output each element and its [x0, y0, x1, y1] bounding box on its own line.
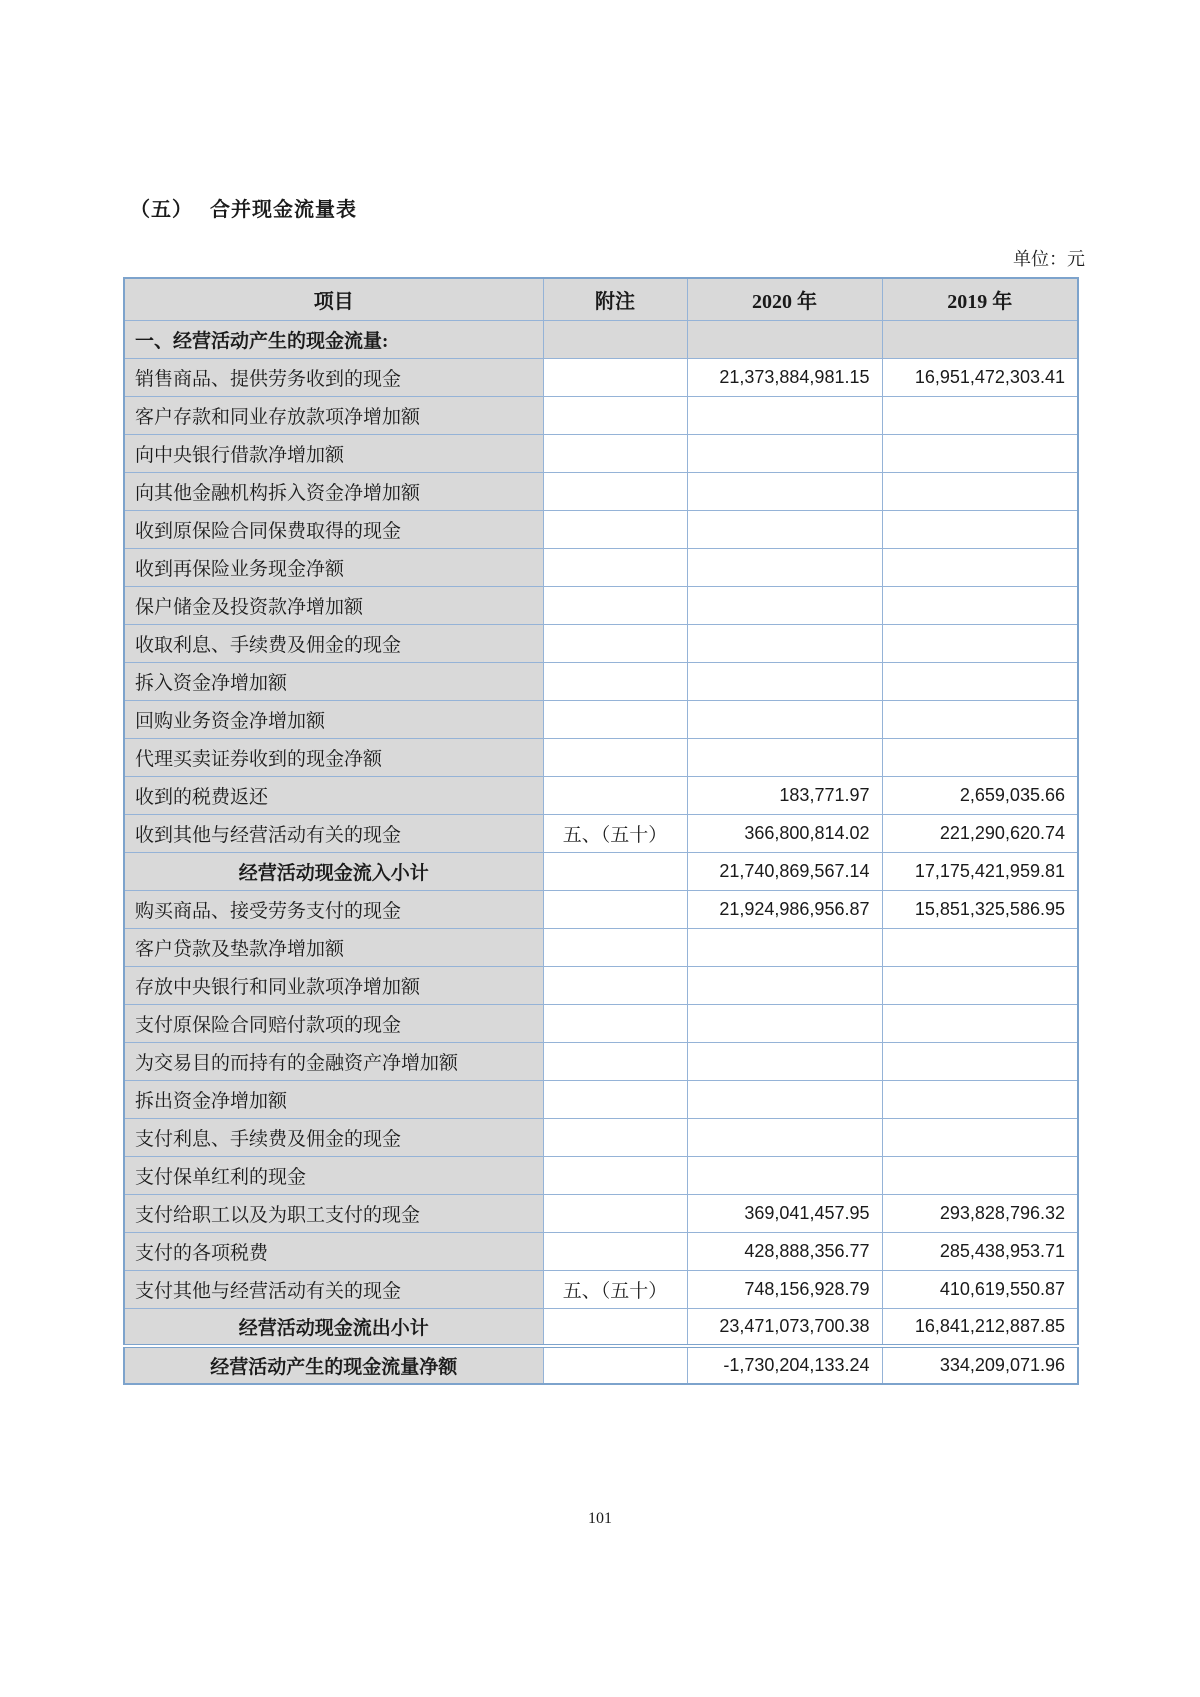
table-row [124, 1194, 1078, 1232]
value-2020 [687, 320, 882, 358]
value-2020: 369,041,457.95 [687, 1194, 882, 1232]
value-2019 [882, 700, 1078, 738]
item-label: 向其他金融机构拆入资金净增加额 [124, 472, 543, 510]
value-2020 [687, 1042, 882, 1080]
value-2020 [687, 1156, 882, 1194]
value-2020 [687, 1080, 882, 1118]
value-2019: 334,209,071.96 [882, 1346, 1078, 1384]
note-cell [543, 1194, 687, 1232]
table-row [124, 472, 1078, 510]
table-row [124, 1232, 1078, 1270]
note-cell [543, 396, 687, 434]
table-row [124, 738, 1078, 776]
value-2020: 428,888,356.77 [687, 1232, 882, 1270]
value-2019 [882, 548, 1078, 586]
item-label: 客户存款和同业存放款项净增加额 [124, 396, 543, 434]
table-row [124, 1042, 1078, 1080]
value-2019: 221,290,620.74 [882, 814, 1078, 852]
item-label: 支付保单红利的现金 [124, 1156, 543, 1194]
header-item-column: 项目 [124, 278, 543, 320]
note-cell [543, 624, 687, 662]
value-2020: 21,740,869,567.14 [687, 852, 882, 890]
table-row [124, 1346, 1078, 1384]
item-label: 支付利息、手续费及佣金的现金 [124, 1118, 543, 1156]
table-row [124, 852, 1078, 890]
note-cell: 五、（五十） [543, 814, 687, 852]
item-label: 一、经营活动产生的现金流量: [124, 320, 543, 358]
table-row [124, 548, 1078, 586]
item-label: 支付的各项税费 [124, 1232, 543, 1270]
page-number: 101 [588, 1510, 612, 1527]
value-2019 [882, 928, 1078, 966]
value-2020 [687, 548, 882, 586]
value-2019 [882, 624, 1078, 662]
value-2020 [687, 624, 882, 662]
table-row [124, 320, 1078, 358]
item-label: 销售商品、提供劳务收到的现金 [124, 358, 543, 396]
note-cell [543, 966, 687, 1004]
table-row [124, 814, 1078, 852]
note-cell [543, 358, 687, 396]
table-row [124, 966, 1078, 1004]
value-2020 [687, 928, 882, 966]
cashflow-table [123, 277, 1079, 1385]
item-label: 支付原保险合同赔付款项的现金 [124, 1004, 543, 1042]
note-cell [543, 1118, 687, 1156]
value-2019 [882, 434, 1078, 472]
unit-label: 单位：元 [1013, 249, 1085, 269]
item-label: 经营活动现金流出小计 [124, 1308, 543, 1346]
value-2019 [882, 320, 1078, 358]
value-2019 [882, 510, 1078, 548]
header-row [124, 278, 1078, 320]
table-row [124, 1118, 1078, 1156]
table-header [124, 278, 1078, 320]
note-cell [543, 1004, 687, 1042]
table-row [124, 586, 1078, 624]
item-label: 支付给职工以及为职工支付的现金 [124, 1194, 543, 1232]
note-cell [543, 700, 687, 738]
table-row [124, 434, 1078, 472]
value-2019 [882, 472, 1078, 510]
item-label: 客户贷款及垫款净增加额 [124, 928, 543, 966]
value-2019 [882, 1004, 1078, 1042]
value-2019 [882, 1156, 1078, 1194]
table-row [124, 700, 1078, 738]
table-row [124, 1080, 1078, 1118]
item-label: 拆入资金净增加额 [124, 662, 543, 700]
table-row [124, 510, 1078, 548]
value-2019 [882, 1042, 1078, 1080]
table-row [124, 1270, 1078, 1308]
table-row [124, 396, 1078, 434]
value-2020 [687, 434, 882, 472]
value-2019 [882, 662, 1078, 700]
value-2020 [687, 396, 882, 434]
value-2020: 366,800,814.02 [687, 814, 882, 852]
value-2019: 293,828,796.32 [882, 1194, 1078, 1232]
value-2020 [687, 586, 882, 624]
note-cell [543, 1308, 687, 1346]
item-label: 收到的税费返还 [124, 776, 543, 814]
value-2019: 16,951,472,303.41 [882, 358, 1078, 396]
item-label: 经营活动产生的现金流量净额 [124, 1346, 543, 1384]
item-label: 代理买卖证券收到的现金净额 [124, 738, 543, 776]
note-cell [543, 776, 687, 814]
note-cell [543, 1042, 687, 1080]
cashflow-table-body [124, 320, 1078, 1384]
value-2019 [882, 586, 1078, 624]
item-label: 收取利息、手续费及佣金的现金 [124, 624, 543, 662]
note-cell [543, 1156, 687, 1194]
value-2020: 183,771.97 [687, 776, 882, 814]
item-label: 购买商品、接受劳务支付的现金 [124, 890, 543, 928]
value-2019: 15,851,325,586.95 [882, 890, 1078, 928]
value-2019 [882, 1080, 1078, 1118]
header-year-2019-column: 2019 年 [882, 278, 1078, 320]
value-2020 [687, 1004, 882, 1042]
value-2019 [882, 966, 1078, 1004]
item-label: 收到原保险合同保费取得的现金 [124, 510, 543, 548]
value-2020: 23,471,073,700.38 [687, 1308, 882, 1346]
item-label: 向中央银行借款净增加额 [124, 434, 543, 472]
note-cell [543, 548, 687, 586]
value-2019: 17,175,421,959.81 [882, 852, 1078, 890]
note-cell [543, 320, 687, 358]
table-row [124, 1004, 1078, 1042]
value-2020 [687, 510, 882, 548]
value-2019 [882, 738, 1078, 776]
item-label: 保户储金及投资款净增加额 [124, 586, 543, 624]
table-row [124, 1156, 1078, 1194]
table-row [124, 358, 1078, 396]
value-2020: 21,373,884,981.15 [687, 358, 882, 396]
item-label: 为交易目的而持有的金融资产净增加额 [124, 1042, 543, 1080]
note-cell [543, 738, 687, 776]
table-row [124, 928, 1078, 966]
note-cell [543, 472, 687, 510]
value-2020 [687, 738, 882, 776]
note-cell [543, 662, 687, 700]
note-cell: 五、（五十） [543, 1270, 687, 1308]
value-2020 [687, 966, 882, 1004]
value-2019: 285,438,953.71 [882, 1232, 1078, 1270]
value-2020 [687, 662, 882, 700]
value-2019 [882, 1118, 1078, 1156]
item-label: 收到再保险业务现金净额 [124, 548, 543, 586]
item-label: 回购业务资金净增加额 [124, 700, 543, 738]
table-row [124, 662, 1078, 700]
table-row [124, 776, 1078, 814]
value-2020 [687, 1118, 882, 1156]
section-title: （五） 合并现金流量表 [130, 199, 357, 221]
value-2019 [882, 396, 1078, 434]
value-2020 [687, 700, 882, 738]
table-row [124, 1308, 1078, 1346]
note-cell [543, 928, 687, 966]
table-row [124, 890, 1078, 928]
item-label: 支付其他与经营活动有关的现金 [124, 1270, 543, 1308]
note-cell [543, 510, 687, 548]
note-cell [543, 434, 687, 472]
note-cell [543, 1346, 687, 1384]
value-2020 [687, 472, 882, 510]
header-year-2020-column: 2020 年 [687, 278, 882, 320]
note-cell [543, 852, 687, 890]
note-cell [543, 1232, 687, 1270]
value-2019: 2,659,035.66 [882, 776, 1078, 814]
note-cell [543, 586, 687, 624]
value-2020: 21,924,986,956.87 [687, 890, 882, 928]
value-2019: 410,619,550.87 [882, 1270, 1078, 1308]
item-label: 存放中央银行和同业款项净增加额 [124, 966, 543, 1004]
item-label: 收到其他与经营活动有关的现金 [124, 814, 543, 852]
note-cell [543, 890, 687, 928]
note-cell [543, 1080, 687, 1118]
value-2020: -1,730,204,133.24 [687, 1346, 882, 1384]
table-row [124, 624, 1078, 662]
value-2019: 16,841,212,887.85 [882, 1308, 1078, 1346]
header-note-column: 附注 [543, 278, 687, 320]
item-label: 经营活动现金流入小计 [124, 852, 543, 890]
item-label: 拆出资金净增加额 [124, 1080, 543, 1118]
value-2020: 748,156,928.79 [687, 1270, 882, 1308]
